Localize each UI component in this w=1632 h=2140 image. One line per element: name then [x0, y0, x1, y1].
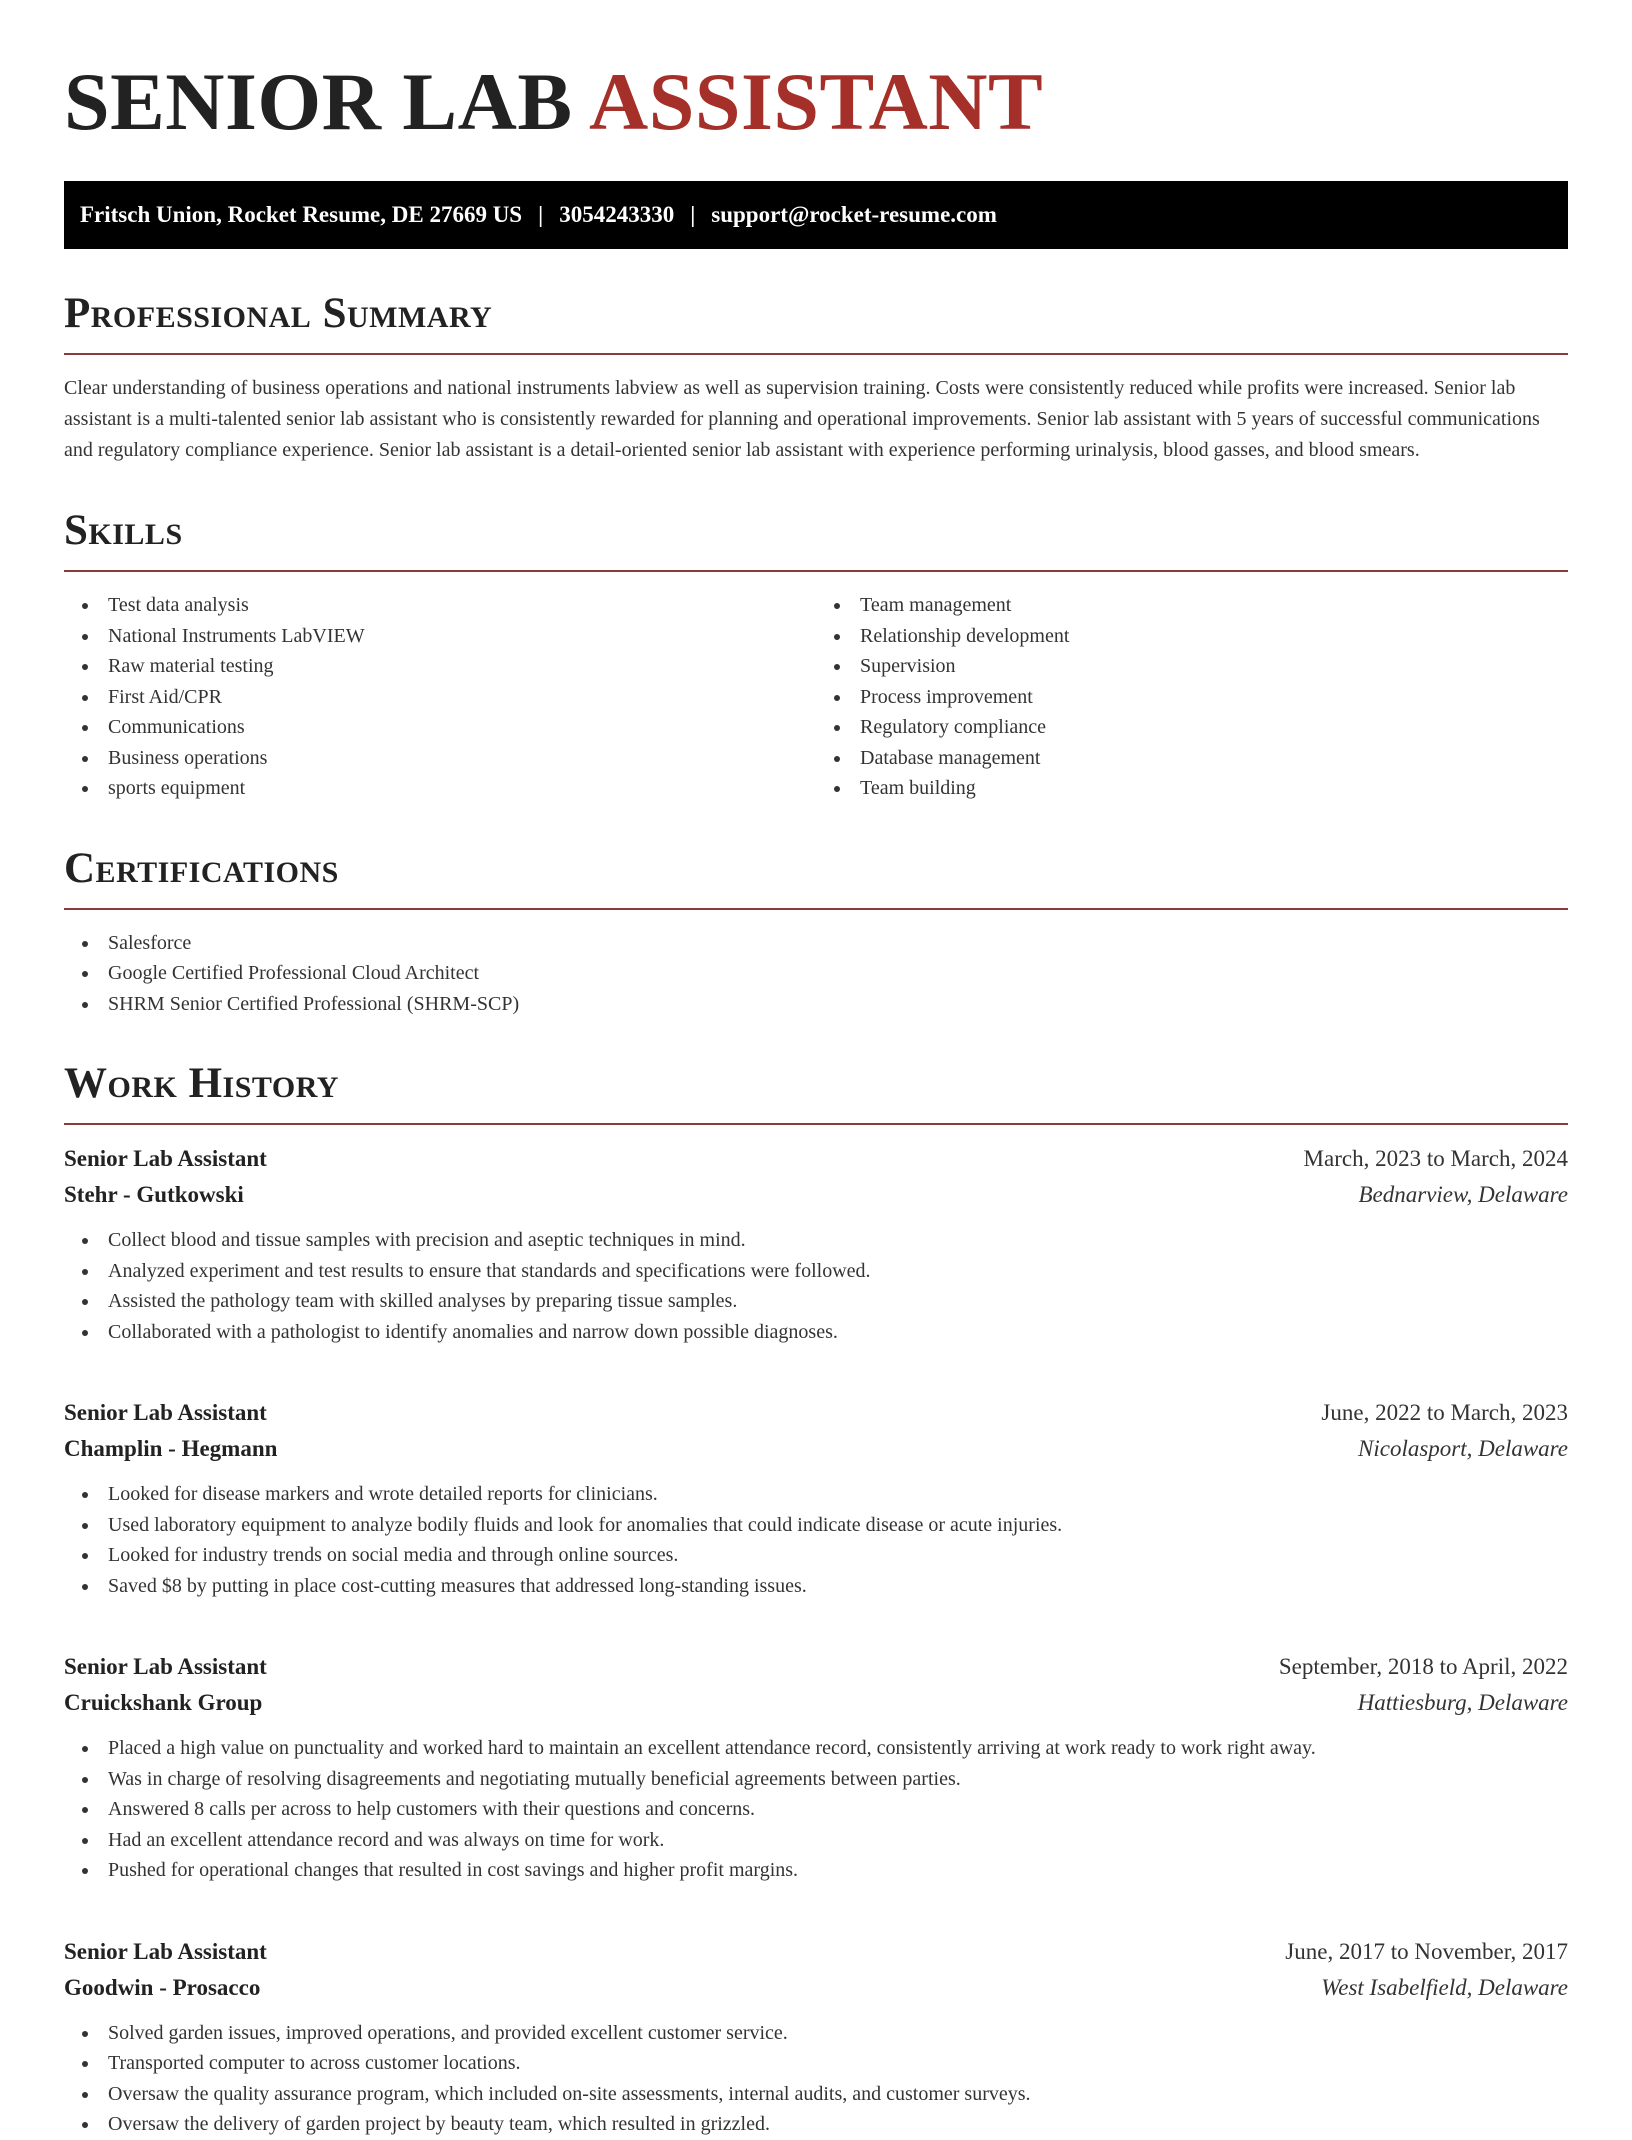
summary-section: [64, 289, 1568, 466]
job-dates: June, 2017 to November, 2017: [1285, 1938, 1568, 1964]
skill-item: Supervision: [816, 651, 1568, 682]
job-location: Hattiesburg, Delaware: [1357, 1690, 1568, 1715]
job-duty: Collect blood and tissue samples with precision and aseptic techniques in mind.: [64, 1225, 1568, 1256]
job-duty: Answered 8 calls per across to help customers with their questions and concerns.: [64, 1794, 1568, 1825]
job-location: Bednarview, Delaware: [1358, 1182, 1568, 1207]
skill-item: Team management: [816, 590, 1568, 621]
job-entry: [64, 1141, 1568, 1347]
job-duties-list: [64, 2018, 1568, 2140]
skill-item: Business operations: [64, 743, 816, 774]
job-location: Nicolasport, Delaware: [1358, 1436, 1568, 1461]
job-dates: June, 2022 to March, 2023: [1321, 1400, 1568, 1425]
skills-list-left: [64, 590, 816, 804]
resume-name: [64, 52, 1568, 152]
section-divider: [64, 908, 1568, 910]
job-location: West Isabelfield, Delaware: [1321, 1974, 1568, 2000]
job-duty: Oversaw the delivery of garden project by beauty team, which resulted in grizzled.: [64, 2109, 1568, 2140]
job-duties-list: [64, 1733, 1568, 1886]
skill-item: sports equipment: [64, 773, 816, 804]
skills-section: [64, 506, 1568, 804]
contact-phone: 3054243330: [559, 202, 675, 227]
skill-item: Relationship development: [816, 621, 1568, 652]
certification-item: SHRM Senior Certified Professional (SHRM-SCP): [64, 989, 1568, 1020]
job-entry: [64, 1395, 1568, 1601]
certifications-section: [64, 844, 1568, 1020]
job-company: Cruickshank Group: [64, 1690, 263, 1715]
job-company: Champlin - Hegmann: [64, 1436, 278, 1461]
section-divider: [64, 353, 1568, 355]
job-duty: Oversaw the quality assurance program, which included on-site assessments, internal audits, and customer surveys.: [64, 2079, 1568, 2110]
job-company-row: [64, 1177, 1568, 1213]
job-entry: [64, 1649, 1568, 1886]
job-dates: September, 2018 to April, 2022: [1278, 1654, 1568, 1679]
section-title-certifications: Certifications: [64, 844, 339, 892]
contact-address: Fritsch Union, Rocket Resume, DE 27669 US: [80, 202, 523, 227]
job-header-row: [64, 1934, 1568, 1970]
job-header-row: [64, 1649, 1568, 1685]
job-duty: Used laboratory equipment to analyze bodily fluids and look for anomalies that could indicate disease or acute injuries.: [64, 1510, 1568, 1541]
contact-separator: |: [538, 202, 544, 227]
job-duty: Pushed for operational changes that resulted in cost savings and higher profit margins.: [64, 1855, 1568, 1886]
section-title-skills: Skills: [64, 507, 183, 554]
skill-item: Test data analysis: [64, 590, 816, 621]
skill-item: Communications: [64, 712, 816, 743]
certification-item: Google Certified Professional Cloud Architect: [64, 958, 1568, 989]
job-company: Stehr - Gutkowski: [64, 1182, 244, 1207]
skill-item: Database management: [816, 743, 1568, 774]
job-entry: [64, 1934, 1568, 2140]
job-dates: March, 2023 to March, 2024: [1303, 1146, 1568, 1171]
job-duty: Was in charge of resolving disagreements and negotiating mutually beneficial agreements between parties.: [64, 1764, 1568, 1795]
skill-item: Process improvement: [816, 682, 1568, 713]
job-header-row: [64, 1141, 1568, 1177]
job-duties-list: [64, 1225, 1568, 1347]
job-company: Goodwin - Prosacco: [64, 1974, 261, 2000]
section-divider: [64, 1123, 1568, 1125]
job-duty: Assisted the pathology team with skilled analyses by preparing tissue samples.: [64, 1286, 1568, 1317]
certification-item: Salesforce: [64, 928, 1568, 959]
job-company-row: [64, 1431, 1568, 1467]
job-duty: Had an excellent attendance record and was always on time for work.: [64, 1825, 1568, 1856]
job-duty: Placed a high value on punctuality and worked hard to maintain an excellent attendance record, consistently arriving at work ready to work right away.: [64, 1733, 1568, 1764]
skill-item: Team building: [816, 773, 1568, 804]
job-title: Senior Lab Assistant: [64, 1400, 267, 1425]
skill-item: First Aid/CPR: [64, 682, 816, 713]
skill-item: National Instruments LabVIEW: [64, 621, 816, 652]
work-history-section: [64, 1059, 1568, 2140]
job-title: Senior Lab Assistant: [64, 1654, 267, 1679]
section-title-work-history: Work History: [64, 1060, 339, 1107]
job-duty: Looked for disease markers and wrote detailed reports for clinicians.: [64, 1479, 1568, 1510]
job-duty: Looked for industry trends on social media and through online sources.: [64, 1540, 1568, 1571]
job-duty: Saved $8 by putting in place cost-cutting measures that addressed long-standing issues.: [64, 1571, 1568, 1602]
name-primary: SENIOR LAB: [64, 56, 573, 147]
summary-text: Clear understanding of business operations and national instruments labview as well as supervision training. Costs were consistently reduced while profits were increased. Senior lab assistant is a multi-talented senior lab assistant who is consistently rewarded for planning and operational improvements. Senior lab assistant with 5 years of successful communications and regulatory compliance experience. Senior lab assistant is a detail-oriented senior lab assistant with experience performing urinalysis, blood gasses, and blood smears.: [64, 377, 1540, 461]
job-duty: Collaborated with a pathologist to identify anomalies and narrow down possible diagnoses.: [64, 1317, 1568, 1348]
skill-item: Regulatory compliance: [816, 712, 1568, 743]
job-company-row: [64, 1970, 1568, 2006]
job-duty: Analyzed experiment and test results to ensure that standards and specifications were followed.: [64, 1256, 1568, 1287]
contact-email: support@rocket-resume.com: [711, 202, 997, 227]
contact-separator: |: [690, 202, 696, 227]
job-title: Senior Lab Assistant: [64, 1938, 267, 1964]
name-accent: ASSISTANT: [589, 56, 1044, 147]
skills-list-right: [816, 590, 1568, 804]
certifications-list: [64, 928, 1568, 1020]
job-duty: Solved garden issues, improved operations, and provided excellent customer service.: [64, 2018, 1568, 2049]
job-duties-list: [64, 1479, 1568, 1601]
job-duty: Transported computer to across customer locations.: [64, 2048, 1568, 2079]
job-title: Senior Lab Assistant: [64, 1146, 267, 1171]
job-company-row: [64, 1685, 1568, 1721]
section-title-summary: Professional Summary: [64, 290, 493, 337]
job-header-row: [64, 1395, 1568, 1431]
skill-item: Raw material testing: [64, 651, 816, 682]
skills-grid: [64, 572, 1568, 804]
contact-bar: [64, 181, 1568, 249]
